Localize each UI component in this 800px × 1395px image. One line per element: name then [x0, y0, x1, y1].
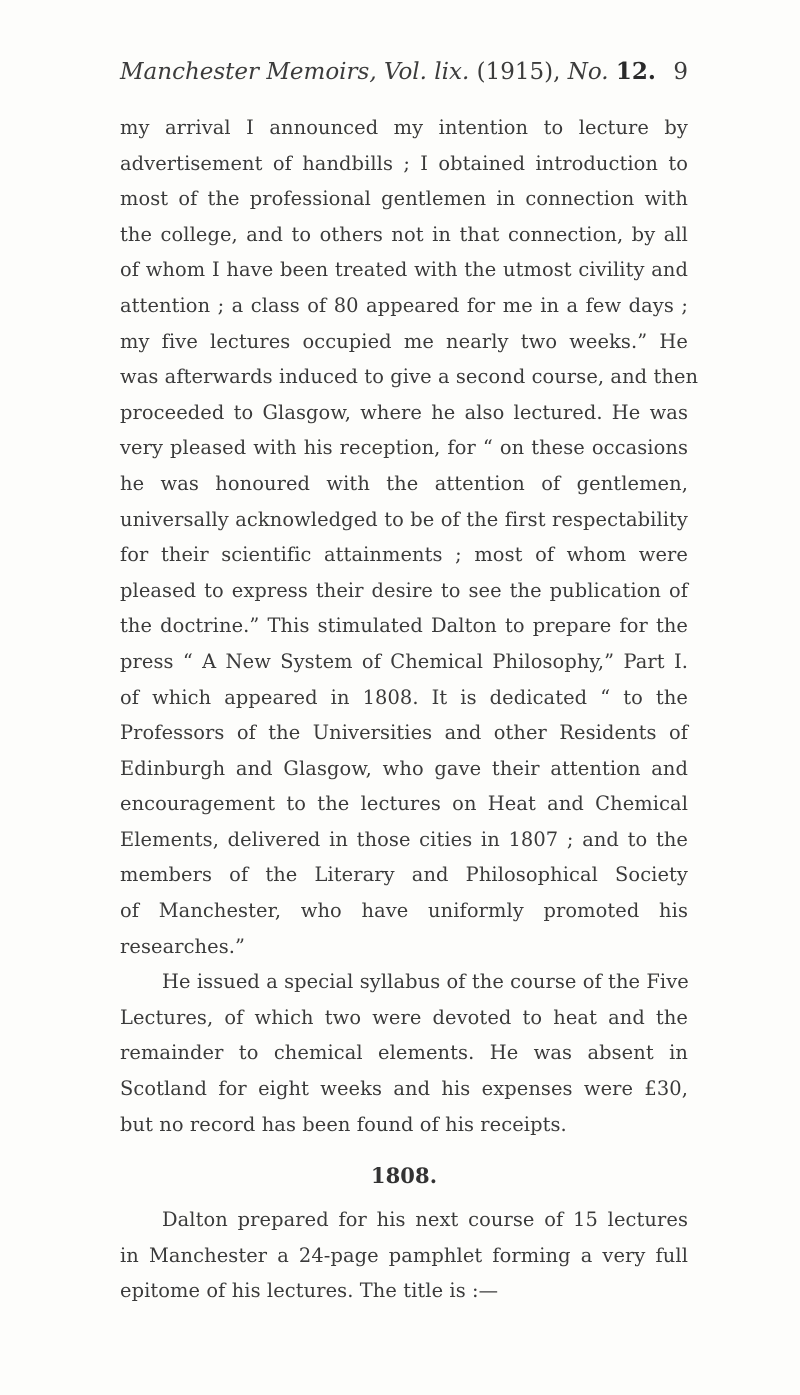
text-line: He issued a special syllabus of the course of the Five	[162, 970, 689, 994]
text-line: proceeded to Glasgow, where he also lectured. He was	[120, 400, 688, 424]
text-line: of Manchester, who have uniformly promoted his	[120, 899, 688, 923]
issue-number: 12.	[615, 58, 656, 85]
text-line: most of the professional gentlemen in connection with	[120, 187, 688, 211]
volume-label: Vol. lix.	[383, 59, 470, 85]
text-line: was afterwards induced to give a second course, and then	[120, 365, 699, 389]
text-line: Elements, delivered in those cities in 1807 ; and to the	[120, 827, 688, 851]
text-line: Scotland for eight weeks and his expenses were £30,	[120, 1077, 688, 1101]
text-line: encouragement to the lectures on Heat and Chemical	[120, 792, 688, 816]
text-line: pleased to express their desire to see the publication of	[120, 578, 688, 602]
text-line: epitome of his lectures. The title is :—	[120, 1279, 499, 1303]
text-line: advertisement of handbills ; I obtained introduction to	[120, 151, 688, 175]
journal-citation	[120, 52, 656, 92]
text-line: he was honoured with the attention of gentlemen,	[120, 471, 688, 495]
text-line: of whom I have been treated with the utmost civility and	[120, 258, 688, 282]
text-line: Lectures, of which two were devoted to heat and the	[120, 1005, 688, 1029]
text-line: researches.”	[120, 934, 246, 958]
text-line: of which appeared in 1808. It is dedicated “ to the	[120, 685, 688, 709]
page-number: 9	[673, 59, 688, 85]
text-line: universally acknowledged to be of the first respectability	[120, 507, 688, 531]
running-head	[120, 52, 688, 92]
text-line: members of the Literary and Philosophical Society	[120, 863, 688, 887]
text-line: remainder to chemical elements. He was absent in	[120, 1041, 688, 1065]
text-line: Dalton prepared for his next course of 15 lectures	[162, 1208, 688, 1232]
text-line: Professors of the Universities and other Residents of	[120, 721, 688, 745]
text-line: for their scientific attainments ; most of whom were	[120, 543, 688, 567]
body-text	[120, 110, 699, 1309]
text-line: the doctrine.” This stimulated Dalton to prepare for the	[120, 614, 688, 638]
text-line: in Manchester a 24-page pamphlet forming a very full	[120, 1243, 688, 1267]
paragraph-pamphlet	[120, 1202, 688, 1309]
text-line: very pleased with his reception, for “ on these occasions	[120, 436, 688, 460]
section-heading-1808: 1808.	[370, 1163, 438, 1189]
paragraph-syllabus	[120, 964, 688, 1142]
text-line: but no record has been found of his receipts.	[120, 1112, 567, 1136]
year-label: (1915),	[476, 59, 561, 85]
text-line: Edinburgh and Glasgow, who gave their attention and	[120, 756, 688, 780]
journal-title: Manchester Memoirs,	[120, 59, 377, 85]
number-label: No.	[567, 59, 609, 85]
text-line: my arrival I announced my intention to lecture by	[120, 116, 688, 139]
paragraph-arrival-lectures	[120, 110, 699, 964]
text-line: attention ; a class of 80 appeared for me in a few days ;	[120, 293, 688, 317]
text-line: press “ A New System of Chemical Philosophy,” Part I.	[120, 649, 688, 673]
text-line: my five lectures occupied me nearly two weeks.” He	[120, 329, 688, 353]
text-line: the college, and to others not in that connection, by all	[120, 222, 688, 246]
